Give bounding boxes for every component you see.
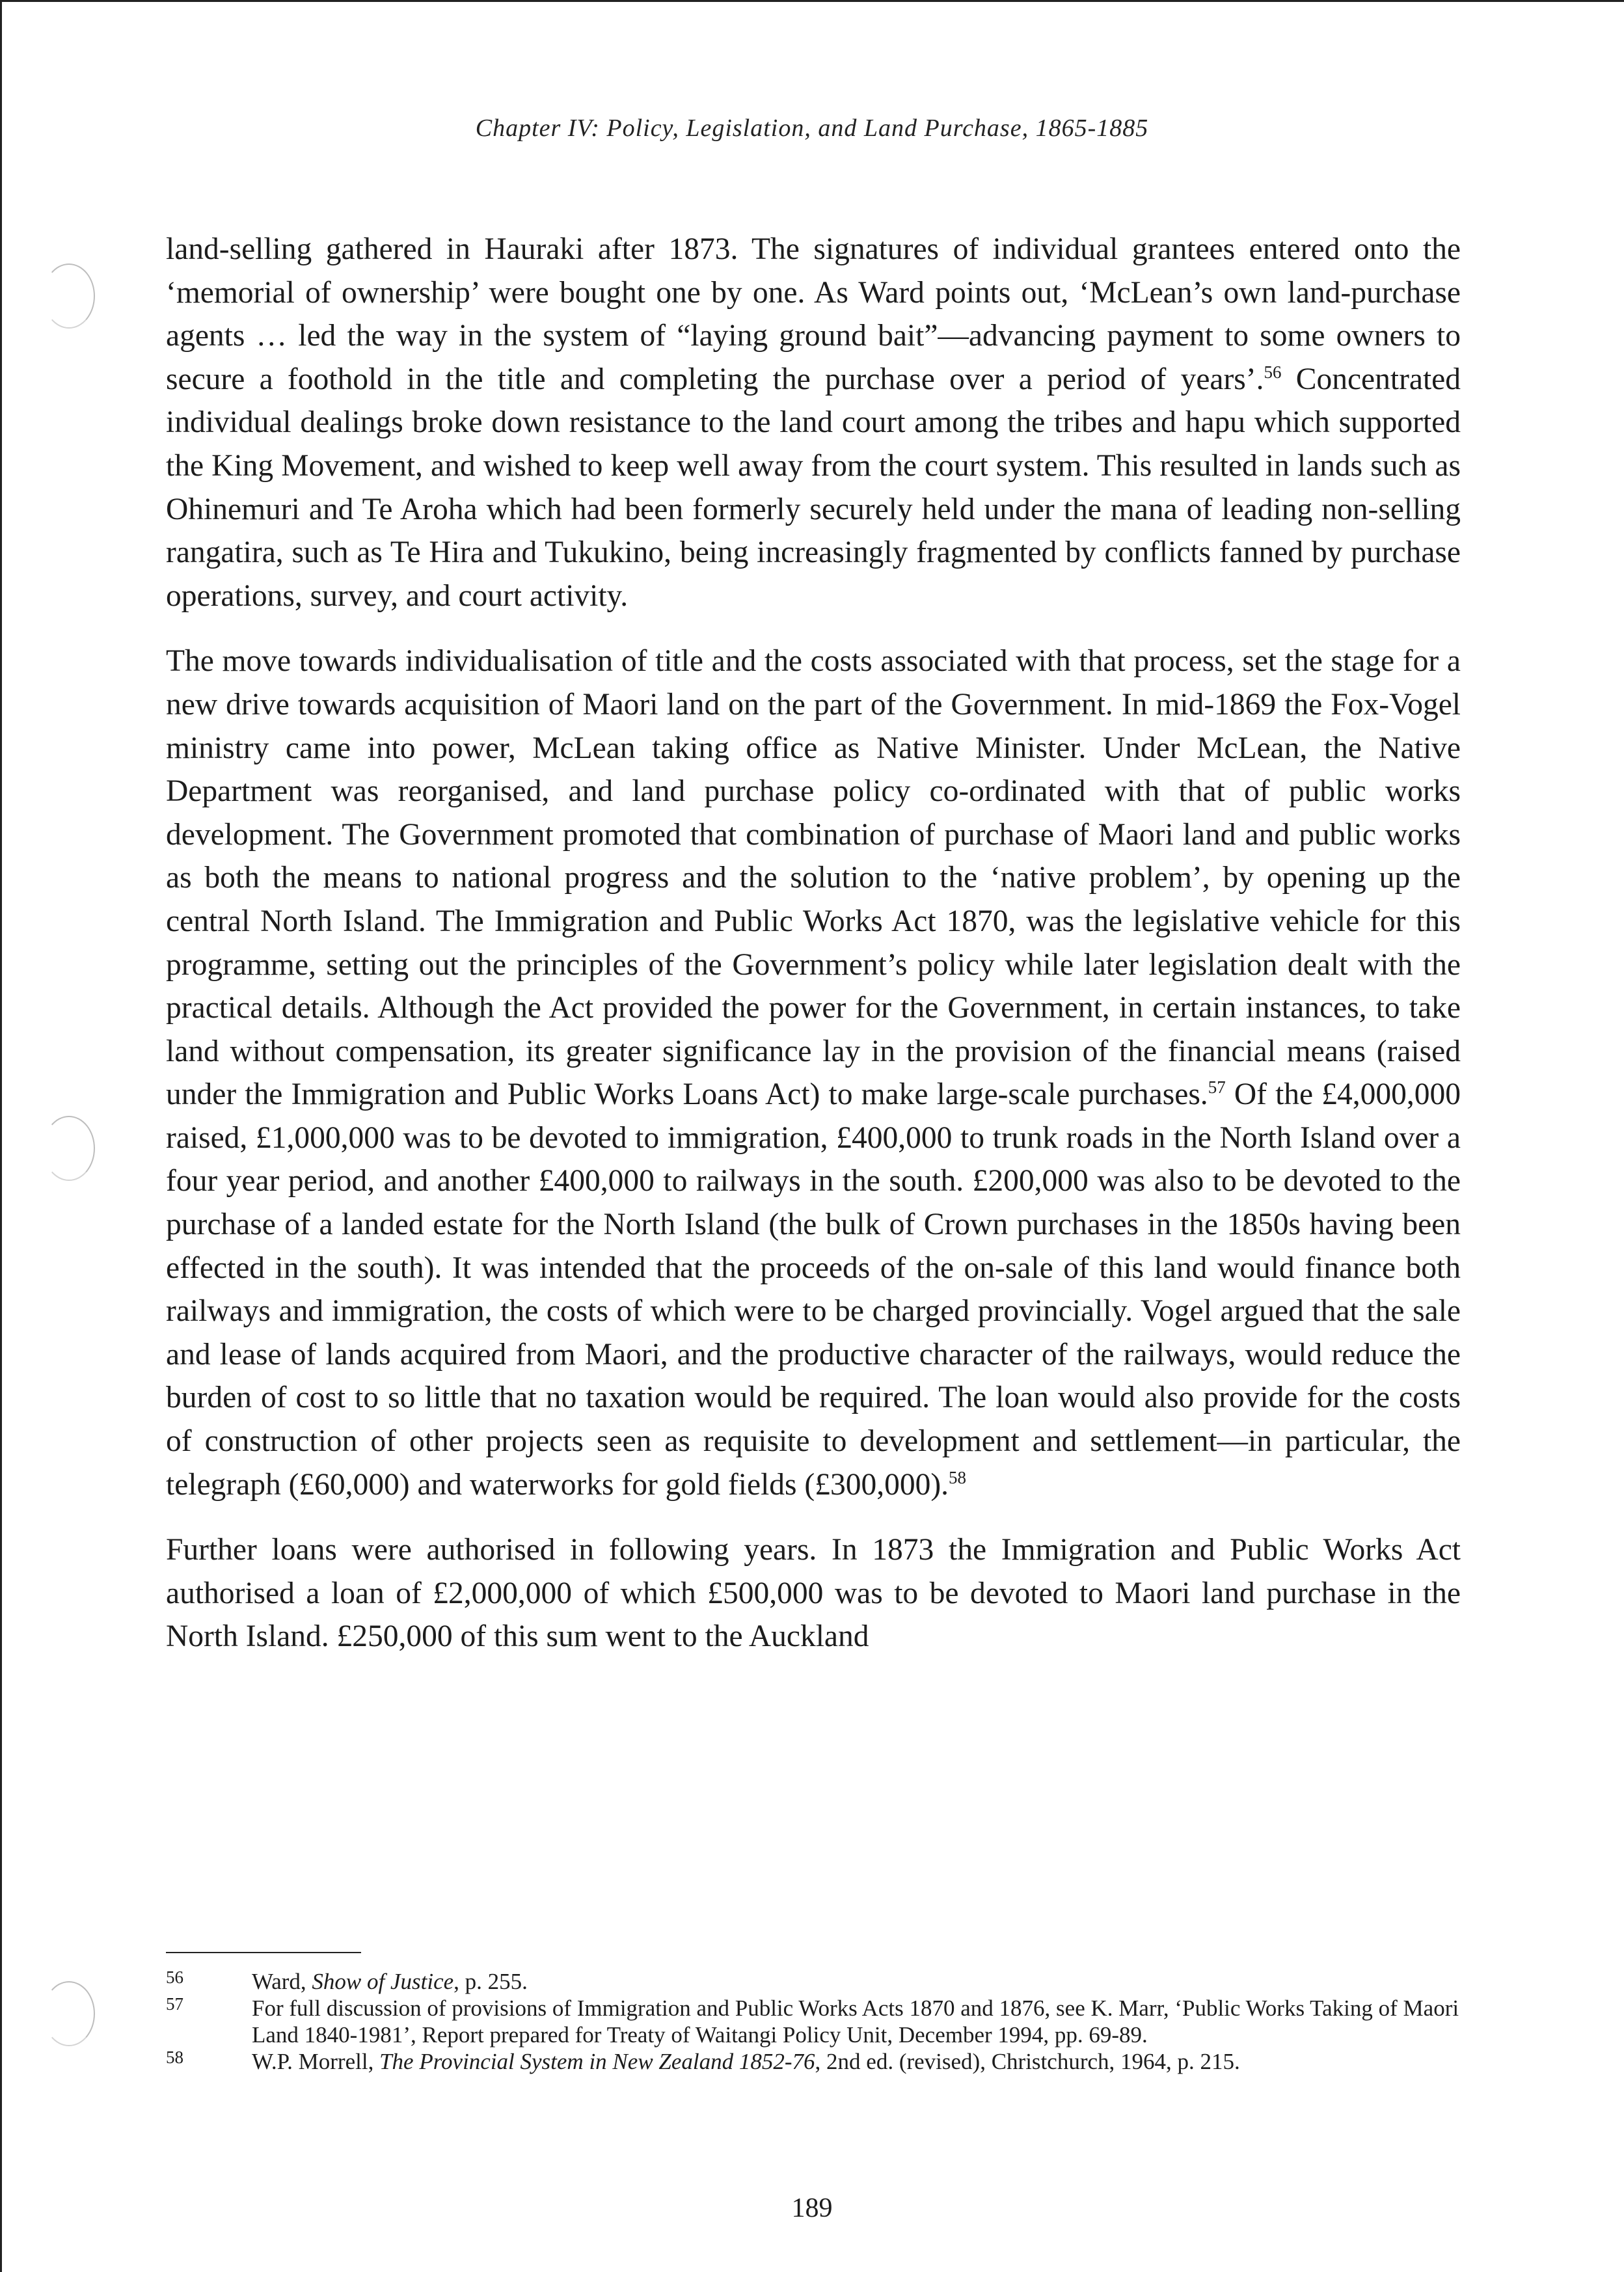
paragraph: [166, 228, 1461, 617]
footnote-number: 57: [166, 1994, 183, 2014]
footnote: [166, 1968, 1461, 1995]
paragraph-text: The move towards individualisation of title and the costs associated with that process, set the stage for a new drive towards acquisition of Maori land on the part of the Government. In mid-1869 the Fox-Vogel ministry came into power, McLean taking office as Native Minister. Under McLean, the Native Department was reorganised, and land purchase policy co-ordinated with that of public works development. The Government promoted that combination of purchase of Maori land and public works as both the means to national progress and the solution to the ‘native problem’, by opening up the central North Island. The Immigration and Public Works Act 1870, was the legislative vehicle for this programme, setting out the principles of the Government’s policy while later legislation dealt with the practical details. Although the Act provided the power for the Government, in certain instances, to take land without compensation, its greater significance lay in the provision of the financial means (raised under the Immigration and Public Works Loans Act) to make large-scale purchases.: [166, 644, 1461, 1112]
running-head: Chapter IV: Policy, Legislation, and Land Purchase, 1865-1885: [475, 115, 1149, 142]
paragraph-text: Concentrated individual dealings broke down resistance to the land court among the tribes and hapu which supported the King Movement, and wished to keep well away from the court system. This resulted in lands such as Ohinemuri and Te Aroha which had been formerly securely held under the mana of leading non-selling rangatira, such as Te Hira and Tukukino, being increasingly fragmented by conflicts fanned by purchase operations, survey, and court activity.: [166, 362, 1461, 613]
footnote: [166, 1995, 1461, 2048]
footnote-number: 58: [166, 2048, 183, 2067]
paragraph-text: land-selling gathered in Hauraki after 1873. The signatures of individual grantees entered onto the ‘memorial of ownership’ were bought one by one. As Ward points out, ‘McLean’s own land-purchase agents … led the way in the system of “laying ground bait”—advancing payment to some owners to secure a foothold in the title and completing the purchase over a period of years’.: [166, 232, 1461, 396]
main-text: [166, 228, 1461, 1681]
footnote-ref: 57: [1208, 1077, 1226, 1098]
footnote-text: For full discussion of provisions of Immigration and Public Works Acts 1870 and 1876, see K. Marr, ‘Public Works Taking of Maori Land 1840-1981’, Report prepared for Treaty of Waitangi Policy Unit, December 1994, pp. 69-89.: [252, 1995, 1459, 2048]
footnote-divider: [166, 1952, 361, 1953]
footnote-text: , p. 255.: [453, 1969, 528, 1994]
footnote-ref: 56: [1264, 362, 1282, 382]
punch-hole-mark: [43, 264, 95, 329]
footnotes: [166, 1968, 1461, 2075]
footnote-text: , 2nd ed. (revised), Christchurch, 1964, p. 215.: [815, 2049, 1240, 2074]
footnote-number: 56: [166, 1968, 183, 1987]
page-number: 189: [791, 2193, 833, 2223]
paragraph: [166, 1528, 1461, 1658]
footnote-text: Ward,: [252, 1969, 312, 1994]
footnote-title: The Provincial System in New Zealand 1852-76: [379, 2049, 815, 2074]
footnote: [166, 2048, 1461, 2075]
paragraph: [166, 640, 1461, 1506]
footnote-ref: 58: [949, 1467, 967, 1487]
paragraph-text: Of the £4,000,000 raised, £1,000,000 was to be devoted to immigration, £400,000 to trunk roads in the North Island over a four year period, and another £400,000 to railways in the south. £200,000 was also to be devoted to the purchase of a landed estate for the North Island (the bulk of Crown purchases in the 1850s having been effected in the south). It was intended that the proceeds of the on-sale of this land would finance both railways and immigration, the costs of which were to be charged provincially. Vogel argued that the sale and lease of lands acquired from Maori, and the productive character of the railways, would reduce the burden of cost to so little that no taxation would be required. The loan would also provide for the costs of construction of other projects seen as requisite to development and settlement—in particular, the telegraph (£60,000) and waterworks for gold fields (£300,000).: [166, 1077, 1461, 1502]
punch-hole-mark: [43, 1116, 95, 1181]
paragraph-text: Further loans were authorised in following years. In 1873 the Immigration and Public Works Act authorised a loan of £2,000,000 of which £500,000 was to be devoted to Maori land purchase in the North Island. £250,000 of this sum went to the Auckland: [166, 1533, 1461, 1654]
footnote-text: W.P. Morrell,: [252, 2049, 380, 2074]
footnote-title: Show of Justice: [312, 1969, 454, 1994]
punch-hole-mark: [43, 1981, 95, 2046]
